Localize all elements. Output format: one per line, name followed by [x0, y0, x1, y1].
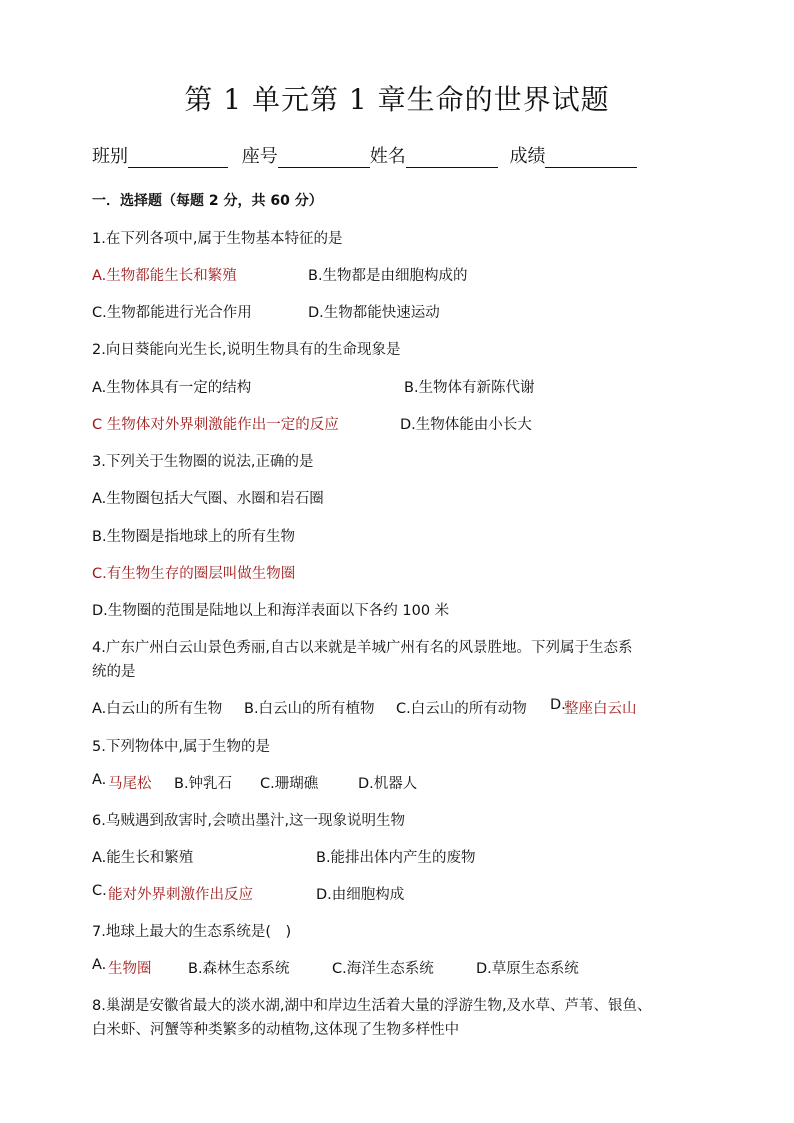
option-a-letter: A.	[92, 957, 107, 973]
option-c: C 生物体对外界刺激能作出一定的反应	[92, 417, 339, 433]
seat-blank[interactable]	[278, 147, 370, 168]
class-label: 班别	[92, 146, 128, 167]
option-a: 生物圈	[108, 961, 152, 977]
option-d: D.生物都能快速运动	[308, 305, 440, 321]
option-b: B.生物都是由细胞构成的	[308, 268, 468, 284]
question-8-stem: 8.巢湖是安徽省最大的淡水湖,湖中和岸边生活着大量的浮游生物,及水草、芦苇、银鱼、	[92, 998, 652, 1014]
class-blank[interactable]	[128, 147, 228, 168]
option-b: B.森林生态系统	[188, 961, 290, 977]
name-label: 姓名	[369, 146, 406, 167]
question-1-options-2	[92, 301, 792, 323]
seat-label: 座号	[241, 146, 278, 167]
option-a: 马尾松	[108, 776, 152, 792]
option-a: A.生物体具有一定的结构	[92, 380, 252, 396]
option-a-letter: A.	[92, 772, 107, 788]
option-d: D.生物圈的范围是陆地以上和海洋表面以下各约 100 米	[92, 603, 450, 619]
option-d: D.草原生态系统	[476, 961, 579, 977]
option-a: A.能生长和繁殖	[92, 850, 194, 866]
option-b: B.钟乳石	[174, 776, 233, 792]
option-c: C.有生物生存的圈层叫做生物圈	[92, 566, 296, 582]
question-1-stem: 1.在下列各项中,属于生物基本特征的是	[92, 231, 343, 247]
option-c: C.海洋生态系统	[332, 961, 434, 977]
question-2-options	[92, 376, 792, 398]
question-5-stem: 5.下列物体中,属于生物的是	[92, 739, 270, 755]
option-d: 整座白云山	[564, 701, 637, 717]
question-7-stem: 7.地球上最大的生态系统是( )	[92, 924, 292, 940]
option-c: C.生物都能进行光合作用	[92, 305, 252, 321]
option-a: A.生物圈包括大气圈、水圈和岩石圈	[92, 491, 324, 507]
option-b: B.白云山的所有植物	[244, 701, 375, 717]
option-d: D.机器人	[358, 776, 418, 792]
option-c: 能对外界刺激作出反应	[108, 887, 253, 903]
student-info-line	[92, 142, 637, 168]
option-b: B.能排出体内产生的废物	[316, 850, 476, 866]
option-c: C.白云山的所有动物	[396, 701, 527, 717]
question-6-options	[92, 846, 792, 868]
page-title: 第 1 单元第 1 章生命的世界试题	[184, 83, 610, 116]
question-4-stem-continued: 统的是	[92, 664, 136, 680]
question-8-stem-continued: 白米虾、河蟹等种类繁多的动植物,这体现了生物多样性中	[92, 1022, 460, 1038]
score-label: 成绩	[509, 146, 546, 167]
question-6-options-2	[92, 883, 792, 905]
option-b: B.生物圈是指地球上的所有生物	[92, 529, 296, 545]
option-d: D.生物体能由小长大	[400, 417, 532, 433]
question-6-stem: 6.乌贼遇到敌害时,会喷出墨汁,这一现象说明生物	[92, 813, 406, 829]
question-4-options	[92, 697, 792, 719]
name-blank[interactable]	[406, 147, 498, 168]
question-7-options	[92, 957, 792, 979]
option-c-letter: C.	[92, 883, 107, 899]
option-d: D.由细胞构成	[316, 887, 405, 903]
question-4-stem: 4.广东广州白云山景色秀丽,自古以来就是羊城广州有名的风景胜地。下列属于生态系	[92, 640, 633, 656]
question-3-stem: 3.下列关于生物圈的说法,正确的是	[92, 454, 314, 470]
question-1-options	[92, 264, 792, 286]
question-2-options-2	[92, 413, 792, 435]
option-a: A.白云山的所有生物	[92, 701, 223, 717]
option-d-letter: D.	[550, 697, 566, 713]
option-c: C.珊瑚礁	[260, 776, 319, 792]
option-a: A.生物都能生长和繁殖	[92, 268, 237, 284]
question-2-stem: 2.向日葵能向光生长,说明生物具有的生命现象是	[92, 342, 401, 358]
score-blank[interactable]	[545, 147, 637, 168]
option-b: B.生物体有新陈代谢	[404, 380, 535, 396]
section-heading: 一．选择题（每题 2 分，共 60 分）	[92, 193, 323, 209]
question-5-options	[92, 772, 792, 794]
